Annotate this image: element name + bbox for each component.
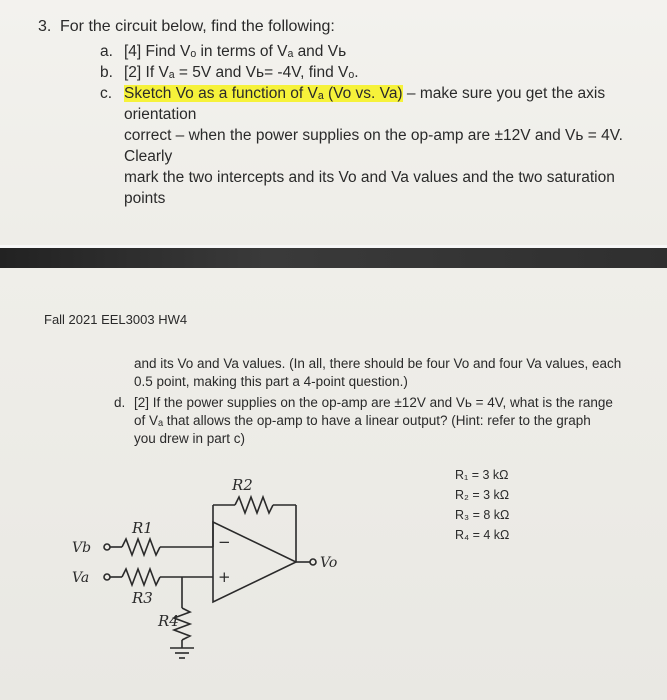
part-c bbox=[100, 83, 654, 209]
part-b-text: [2] If Vₐ = 5V and Vь= -4V, find Vₒ. bbox=[124, 64, 359, 81]
r1-label: R1 bbox=[132, 519, 153, 537]
resistor-r3-value: R₃ = 8 kΩ bbox=[455, 508, 510, 522]
resistor-r2-value: R₂ = 3 kΩ bbox=[455, 488, 510, 502]
r1-resistor bbox=[122, 539, 160, 555]
continuation-text bbox=[134, 355, 634, 391]
part-d-line1: [2] If the power supplies on the op-amp are ±12V and Vь = 4V, what is the range bbox=[134, 395, 613, 410]
page-divider bbox=[0, 248, 667, 268]
question-number: 3. bbox=[38, 18, 52, 35]
r2-resistor bbox=[235, 497, 273, 513]
vb-terminal bbox=[104, 544, 110, 550]
noninverting-sign: + bbox=[218, 568, 231, 586]
resistor-r4-value: R₄ = 4 kΩ bbox=[455, 528, 510, 542]
part-d-line3: you drew in part c) bbox=[134, 431, 246, 446]
r4-label: R4 bbox=[158, 612, 179, 630]
resistor-r1-value: R₁ = 3 kΩ bbox=[455, 468, 509, 482]
r3-resistor bbox=[122, 569, 160, 585]
r3-label: R3 bbox=[132, 589, 153, 607]
part-a-text: [4] Find Vₒ in terms of Vₐ and Vь bbox=[124, 43, 347, 60]
op-amp-circuit bbox=[60, 470, 360, 670]
question-heading: For the circuit below, find the following: bbox=[60, 18, 335, 35]
r2-label: R2 bbox=[232, 476, 253, 494]
vo-label: Vo bbox=[320, 555, 338, 571]
part-c-line3: mark the two intercepts and its Vo and Va values and the two saturation points bbox=[124, 169, 615, 207]
continuation-line1: and its Vo and Va values. (In all, there should be four Vo and four Va values, each bbox=[134, 356, 622, 371]
resistor-values bbox=[455, 465, 509, 545]
continuation-line2: 0.5 point, making this part a 4-point question.) bbox=[134, 374, 408, 389]
part-b bbox=[100, 62, 359, 83]
part-d-line2: of Vₐ that allows the op-amp to have a linear output? (Hint: refer to the graph bbox=[134, 413, 591, 428]
part-c-line1-rest: – make sure you get the axis orientation bbox=[124, 85, 606, 123]
part-a bbox=[100, 41, 347, 62]
vb-label: Vb bbox=[72, 540, 92, 556]
part-d bbox=[114, 394, 634, 448]
inverting-sign: − bbox=[218, 533, 231, 551]
va-terminal bbox=[104, 574, 110, 580]
part-a-label: a. bbox=[100, 43, 113, 60]
vo-terminal bbox=[310, 559, 316, 565]
part-d-label: d. bbox=[114, 395, 126, 410]
part-c-label: c. bbox=[100, 85, 113, 102]
part-c-highlight: Sketch Vo as a function of Vₐ (Vo vs. Va) bbox=[124, 85, 403, 102]
part-b-label: b. bbox=[100, 64, 113, 81]
va-label: Va bbox=[72, 570, 90, 586]
course-footer: Fall 2021 EEL3003 HW4 bbox=[44, 312, 188, 327]
part-c-line2: correct – when the power supplies on the op-amp are ±12V and Vь = 4V. Clearly bbox=[124, 127, 623, 165]
